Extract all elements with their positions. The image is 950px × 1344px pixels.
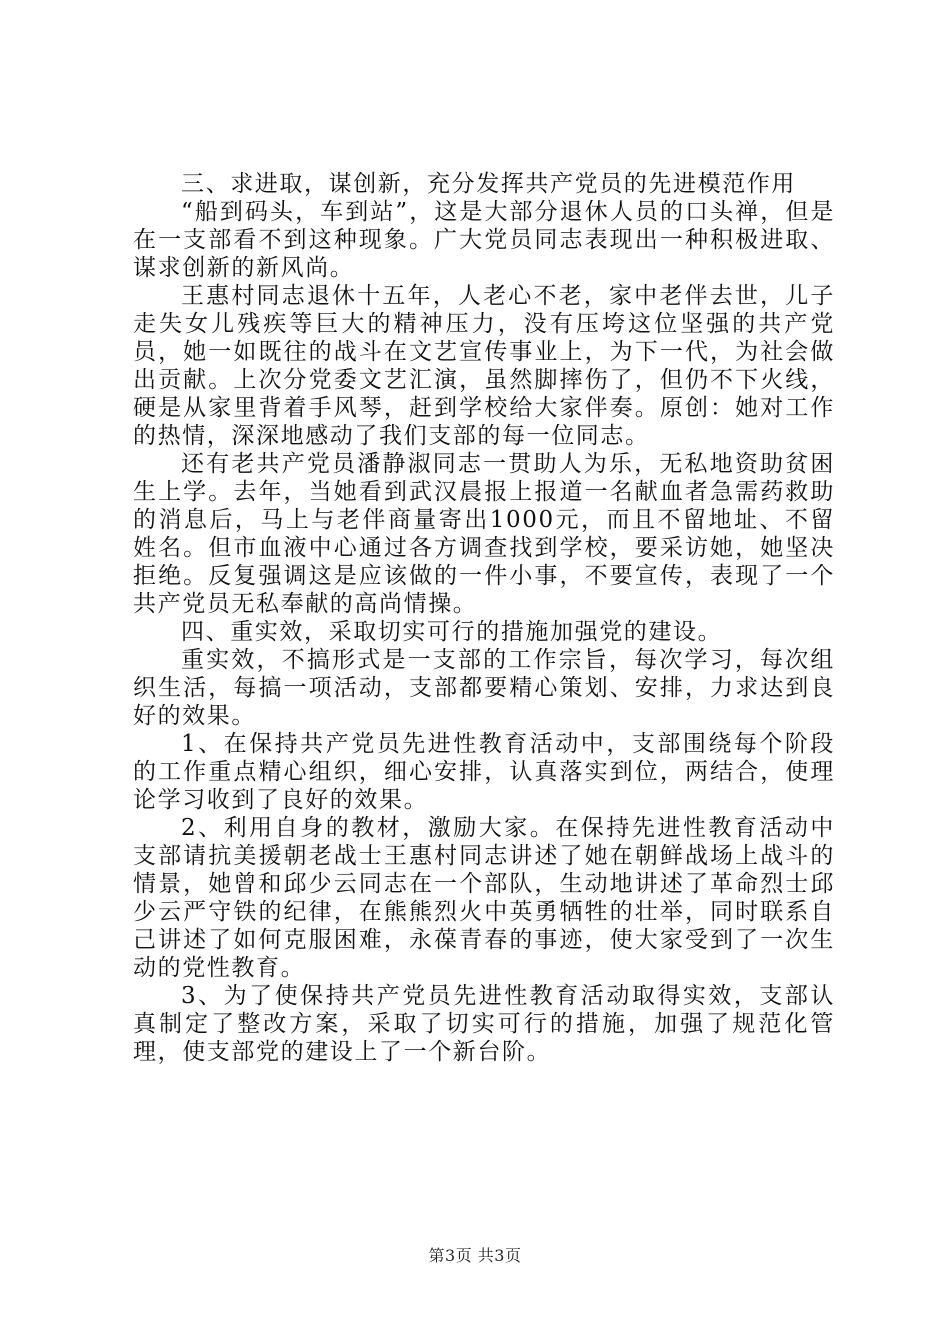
paragraph: 重实效，不搞形式是一支部的工作宗旨，每次学习，每次组织生活，每搞一项活动，支部都要精心策划、安排，力求达到良好的效果。 <box>133 647 835 729</box>
paragraph: 王惠村同志退休十五年，人老心不老，家中老伴去世，儿子走失女儿残疾等巨大的精神压力，没有压垮这位坚强的共产党员，她一如既往的战斗在文艺宣传事业上，为下一代，为社会做出贡献。上次分党委文艺汇演，虽然脚摔伤了，但仍不下火线，硬是从家里背着手风琴，赶到学校给大家伴奏。原创：她对工作的热情，深深地感动了我们支部的每一位同志。 <box>133 283 835 449</box>
document-body <box>133 170 835 1066</box>
list-item: 3、为了使保持共产党员先进性教育活动取得实效，支部认真制定了整改方案，采取了切实可行的措施，加强了规范化管理，使支部党的建设上了一个新台阶。 <box>133 983 835 1065</box>
section-heading-4: 四、重实效，采取切实可行的措施加强党的建设。 <box>181 619 723 645</box>
list-item: 2、利用自身的教材，激励大家。在保持先进性教育活动中支部请抗美援朝老战士王惠村同志讲述了她在朝鲜战场上战斗的情景，她曾和邱少云同志在一个部队，生动地讲述了革命烈士邱少云严守铁的纪律，在熊熊烈火中英勇牺牲的壮举，同时联系自己讲述了如何克服困难，永葆青春的事迹，使大家受到了一次生动的党性教育。 <box>133 815 835 981</box>
section-heading-3: 三、求进取，谋创新，充分发挥共产党员的先进模范作用 <box>181 171 796 197</box>
paragraph: 还有老共产党员潘静淑同志一贯助人为乐，无私地资助贫困生上学。去年，当她看到武汉晨报上报道一名献血者急需药救助的消息后，马上与老伴商量寄出1000元，而且不留地址、不留姓名。但市血液中心通过各方调查找到学校，要采访她，她坚决拒绝。反复强调这是应该做的一件小事，不要宣传，表现了一个共产党员无私奉献的高尚情操。 <box>133 451 835 617</box>
paragraph: “船到码头，车到站”，这是大部分退休人员的口头禅，但是在一支部看不到这种现象。广大党员同志表现出一种积极进取、谋求创新的新风尚。 <box>133 199 835 281</box>
list-item: 1、在保持共产党员先进性教育活动中，支部围绕每个阶段的工作重点精心组织，细心安排，认真落实到位，两结合，使理论学习收到了良好的效果。 <box>133 731 835 813</box>
page-number-footer: 第3页 共3页 <box>428 1246 522 1265</box>
